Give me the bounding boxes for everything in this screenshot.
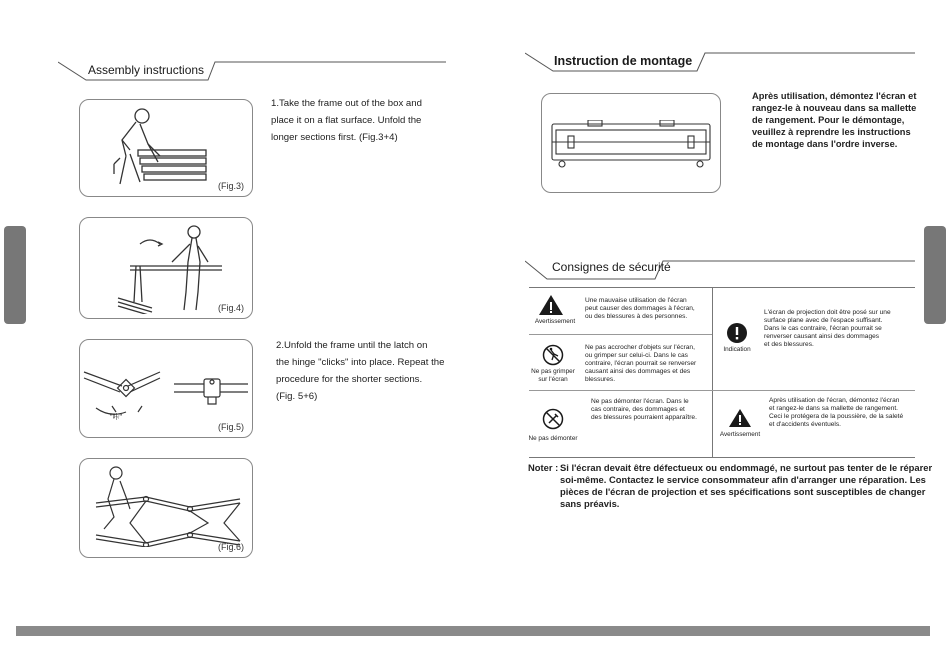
cell-4-line-1: L'écran de projection doit être posé sur une bbox=[764, 309, 891, 316]
cell-1-line-2: peut causer des dommages à l'écran, bbox=[585, 305, 695, 312]
figure-3-label: (Fig.3) bbox=[217, 181, 244, 191]
montage-line-2: rangez-le à nouveau dans sa mallette bbox=[752, 103, 917, 113]
note-label: Noter : bbox=[528, 462, 559, 473]
step-1-text bbox=[271, 95, 422, 146]
cell-4-text bbox=[764, 309, 891, 349]
no-climbing-icon bbox=[542, 344, 564, 366]
step-1-line-3: longer sections first. (Fig.3+4) bbox=[271, 132, 398, 143]
safety-grid-divider bbox=[712, 287, 713, 457]
step-2-line-1: 2.Unfold the frame until the latch on bbox=[276, 340, 428, 351]
cell-2-line-5: blessures. bbox=[585, 376, 616, 383]
montage-line-5: de montage dans l'ordre inverse. bbox=[752, 139, 898, 149]
cell-1-line-1: Une mauvaise utilisation de l'écran bbox=[585, 297, 687, 304]
cell-4-line-2: surface plane avec de l'espace suffisant. bbox=[764, 317, 883, 324]
figure-4-label: (Fig.4) bbox=[217, 303, 244, 313]
person-unfolding-frame-illustration bbox=[112, 222, 232, 314]
step-2-line-4: (Fig. 5+6) bbox=[276, 391, 318, 402]
note-line-1: Si l'écran devait être défectueux ou endommagé, ne surtout pas tenter de le réparer bbox=[560, 462, 933, 473]
figure-5 bbox=[79, 339, 253, 438]
warning-triangle-icon-2 bbox=[728, 408, 752, 428]
step-1-line-2: place it on a flat surface. Unfold the bbox=[271, 115, 422, 126]
cell-4-line-4: renverser causant ainsi des dommages bbox=[764, 333, 880, 340]
safety-title-frame bbox=[525, 259, 917, 281]
note-line-4: sans préavis. bbox=[560, 498, 620, 509]
cell-4-line-5: et des blessures. bbox=[764, 341, 814, 348]
cell-2-line-1: Ne pas accrocher d'objets sur l'écran, bbox=[585, 344, 695, 351]
cell-3-caption: Ne pas démonter bbox=[528, 435, 578, 442]
montage-line-4: veuillez à reprendre les instructions bbox=[752, 127, 911, 137]
safety-title: Consignes de sécurité bbox=[552, 260, 671, 274]
assembly-title-frame bbox=[58, 60, 448, 82]
step-2-text bbox=[276, 337, 444, 405]
no-disassembly-icon bbox=[542, 408, 564, 430]
cell-3-line-2: cas contraire, des dommages et bbox=[591, 406, 685, 413]
cell-3-line-3: des blessures pourraient apparaître. bbox=[591, 414, 697, 421]
cell-1-text bbox=[585, 297, 695, 321]
cell-2-line-3: contraire, l'écran pourrait se renverser bbox=[585, 360, 697, 367]
cell-5-line-2: et rangez-le dans sa mallette de rangement. bbox=[769, 405, 899, 412]
montage-title: Instruction de montage bbox=[554, 54, 693, 68]
figure-6 bbox=[79, 458, 253, 558]
hinge-latch-illustration bbox=[82, 366, 250, 426]
cell-4-caption: Indication bbox=[723, 346, 751, 353]
click-sound-label: "咔" bbox=[110, 414, 122, 421]
cell-2-text bbox=[585, 344, 696, 384]
safety-grid-top bbox=[529, 287, 915, 288]
cell-2-caption: Ne pas grimper sur l'écran bbox=[531, 368, 575, 383]
cell-3-text bbox=[591, 398, 697, 422]
assembly-title: Assembly instructions bbox=[88, 63, 205, 77]
cell-1-caption: Avertissement bbox=[534, 318, 576, 325]
cell-4-line-3: Dans le cas contraire, l'écran pourrait se bbox=[764, 325, 882, 332]
person-assembling-frame-illustration bbox=[90, 463, 245, 547]
montage-text bbox=[752, 90, 916, 150]
cell-5-line-4: et d'accidents éventuels. bbox=[769, 421, 842, 428]
person-lifting-frame-illustration bbox=[100, 104, 210, 190]
figure-3 bbox=[79, 99, 253, 197]
warning-triangle-icon bbox=[538, 294, 564, 316]
cell-1-line-3: ou des blessures à des personnes. bbox=[585, 313, 688, 320]
step-1-line-1: 1.Take the frame out of the box and bbox=[271, 98, 422, 109]
cell-5-line-3: Ceci le protégera de la poussière, de la saleté bbox=[769, 413, 904, 420]
cell-2-line-4: causant ainsi des dommages et des bbox=[585, 368, 691, 375]
left-page-side-tab bbox=[4, 226, 26, 324]
cell-3-line-1: Ne pas démonter l'écran. Dans le bbox=[591, 398, 689, 405]
safety-row-divider-2 bbox=[529, 390, 915, 391]
cell-5-caption: Avertissement bbox=[719, 431, 761, 438]
note-text bbox=[560, 462, 932, 510]
indication-exclamation-icon bbox=[726, 322, 748, 344]
cell-2-line-2: ou grimper sur celui-ci. Dans le cas bbox=[585, 352, 688, 359]
safety-grid-bottom bbox=[529, 457, 915, 458]
figure-5-label: (Fig.5) bbox=[217, 422, 244, 432]
step-2-line-3: procedure for the shorter sections. bbox=[276, 374, 423, 385]
figure-4 bbox=[79, 217, 253, 319]
safety-row-divider-1 bbox=[529, 334, 712, 335]
montage-line-3: de rangement. Pour le démontage, bbox=[752, 115, 905, 125]
note-line-2: soi-même. Contactez le service consommateur afin d'arranger une réparation. Les bbox=[560, 474, 926, 485]
step-2-line-2: the hinge "clicks" into place. Repeat the bbox=[276, 357, 445, 368]
right-page-side-tab bbox=[924, 226, 946, 324]
bottom-bar bbox=[16, 626, 930, 636]
cell-5-text bbox=[769, 397, 903, 429]
storage-case-figure bbox=[541, 93, 721, 193]
montage-line-1: Après utilisation, démontez l'écran et bbox=[752, 91, 917, 101]
cell-5-line-1: Après utilisation de l'écran, démontez l'écran bbox=[769, 397, 900, 404]
storage-case-icon bbox=[548, 120, 714, 172]
figure-6-label: (Fig.6) bbox=[217, 542, 244, 552]
note-line-3: pièces de l'écran de projection et ses spécifications sont susceptibles de changer bbox=[560, 486, 926, 497]
montage-title-frame bbox=[525, 51, 917, 73]
